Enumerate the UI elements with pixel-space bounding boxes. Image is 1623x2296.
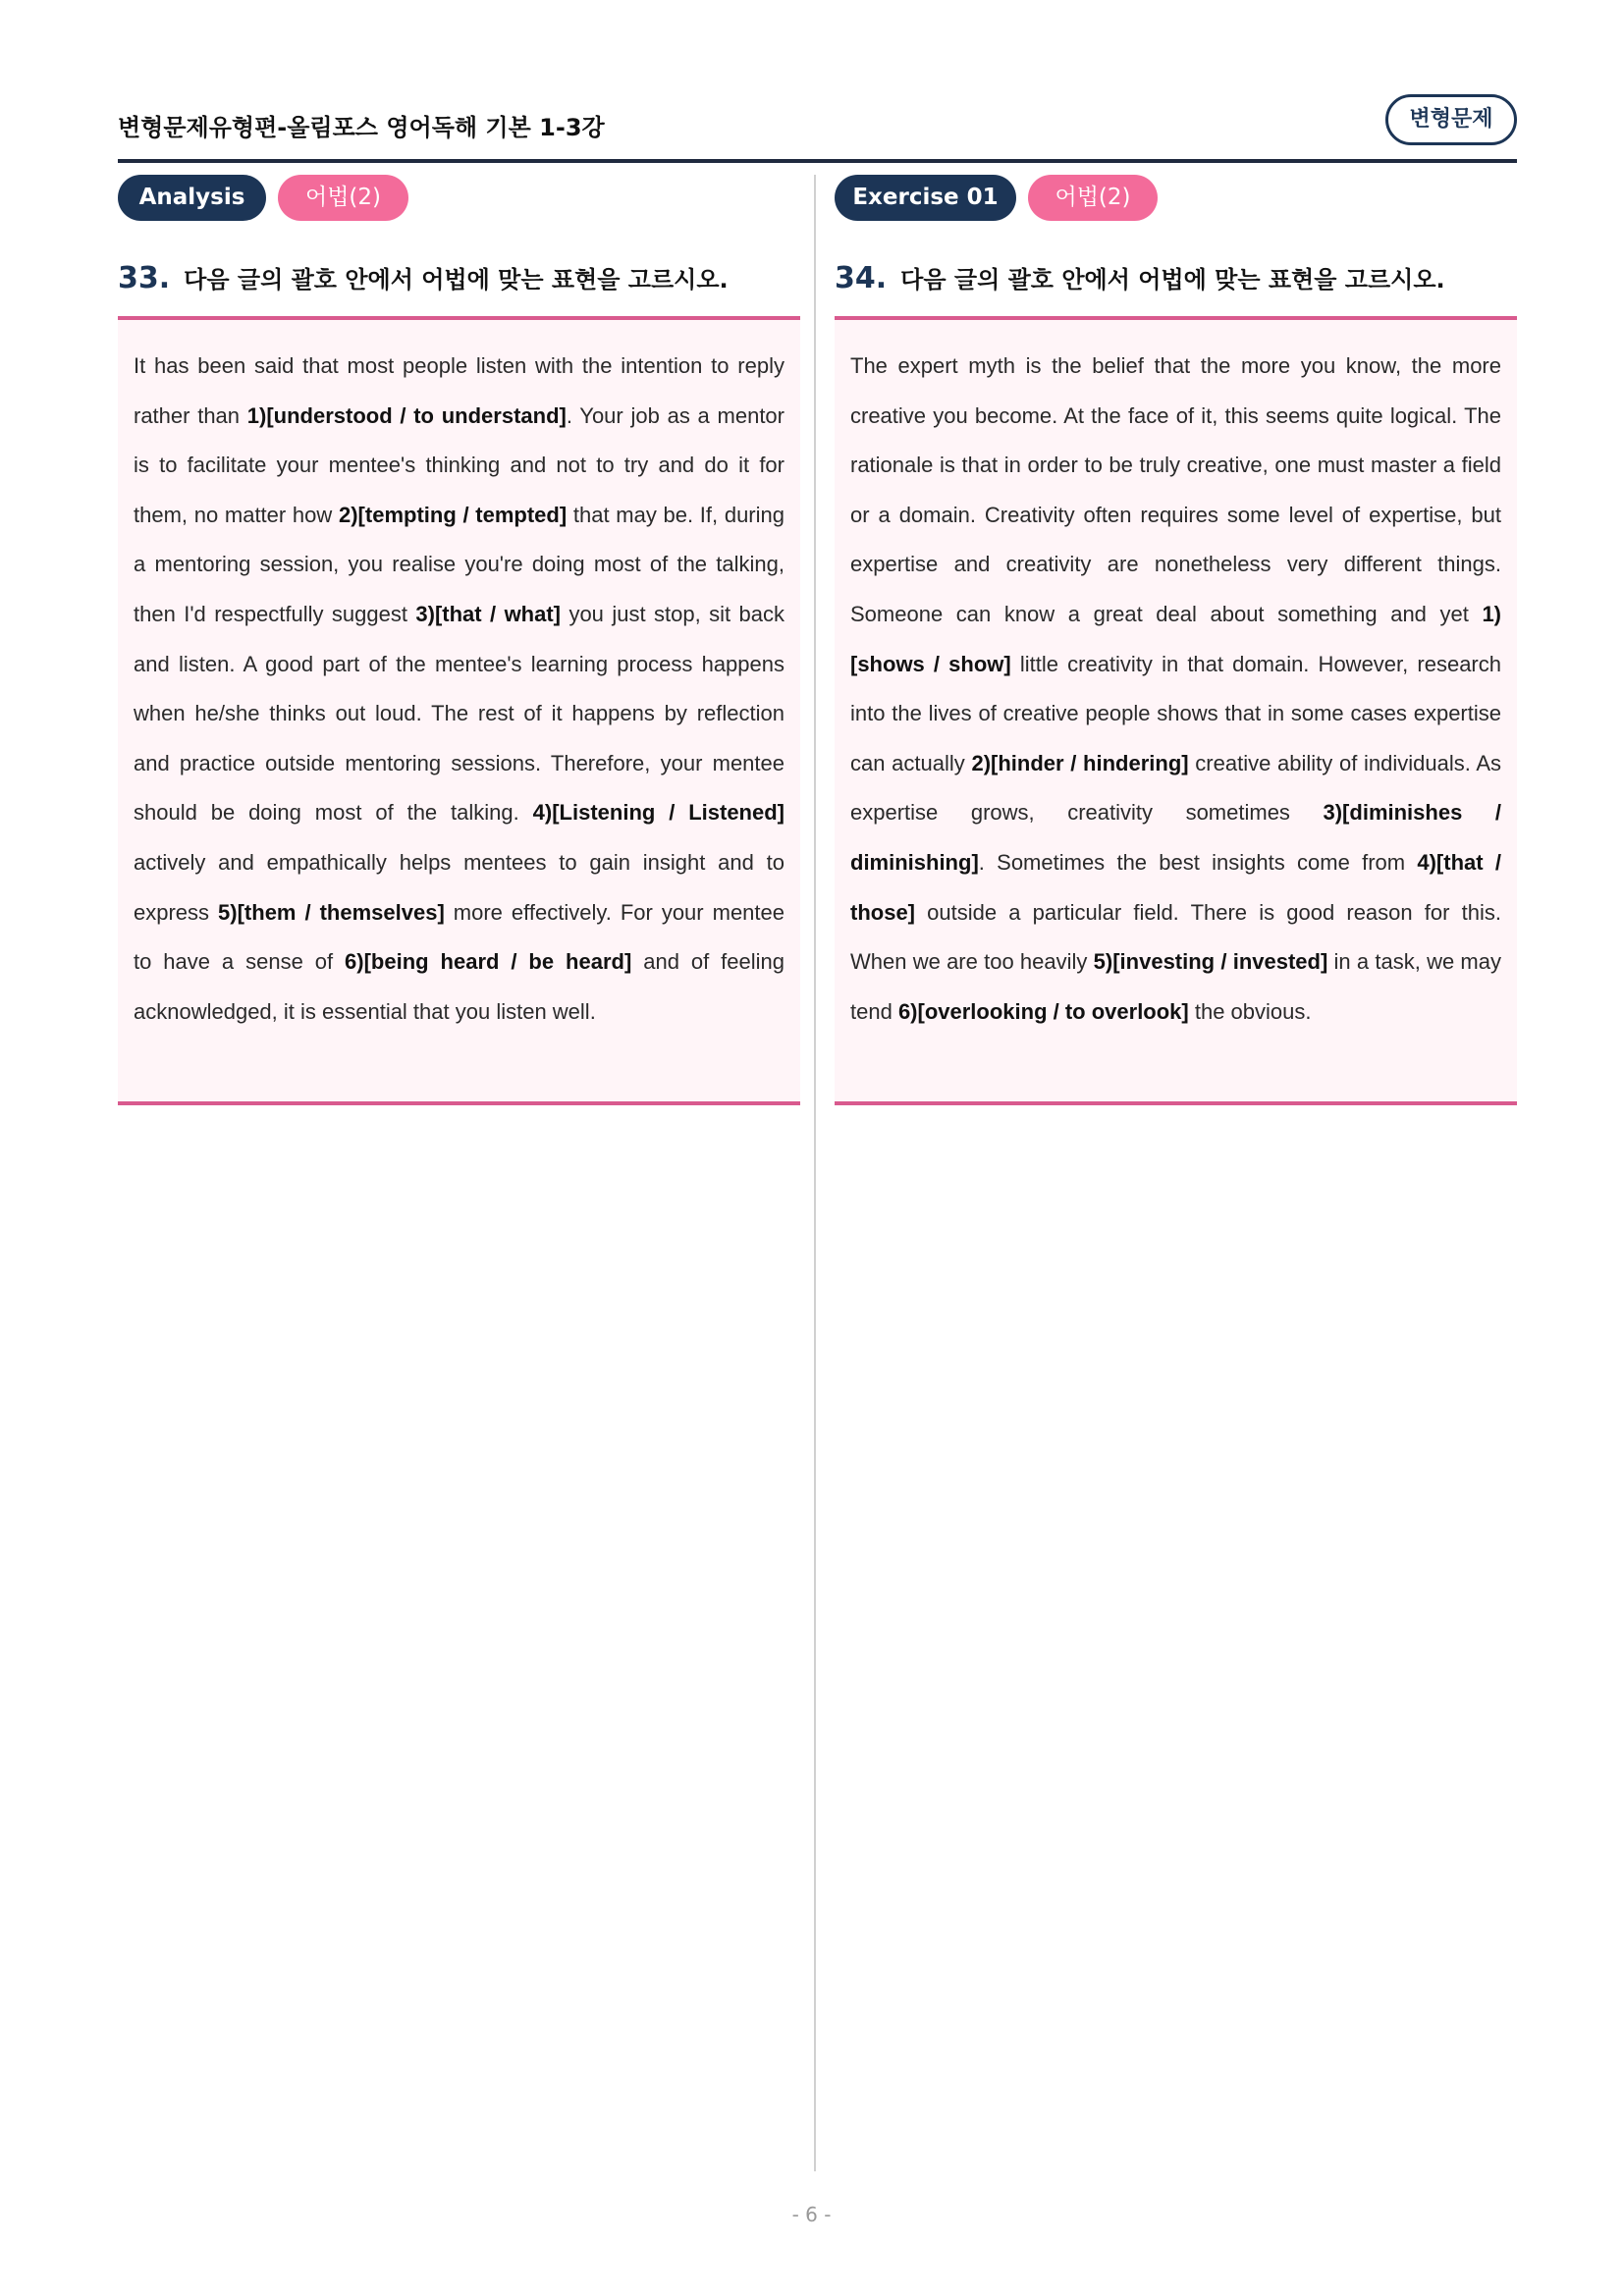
choice-blank: 4)[that / those] <box>850 849 1501 925</box>
passage-text: The expert myth is the belief that the more you know, the more creative you become. At the face of it, this seems quite logical. The rationale is that in order to be truly creative, one must master a field or a domain. Creativity often requires some level of expertise, but expertise and creativity are nonetheless very different things. Someone can know a great deal about something and yet 1)[shows / show] little creativity in that domain. However, research into the lives of creative people shows that in some cases expertise can actually 2)[hinder / hindering] creative ability of individuals. As expertise grows, creativity sometimes 3)[diminishes / diminishing]. Sometimes the best insights come from 4)[that / those] outside a particular field. There is good reason for this. When we are too heavily 5)[investing / invested] in a task, we may tend 6)[overlooking / to overlook] the obvious. <box>850 353 1501 1024</box>
grammar-pill: 어법(2) <box>278 175 408 221</box>
passage-text: It has been said that most people listen with the intention to reply rather than 1)[understood / to understand]. Your job as a mentor is to facilitate your mentee's thinking and not to try and do it for them, no matter how 2)[tempting / tempted] that may be. If, during a mentoring session, you realise you're doing most of the talking, then I'd respectfully suggest 3)[that / what] you just stop, sit back and listen. A good part of the mentee's learning process happens when he/she thinks out loud. The rest of it happens by reflection and practice outside mentoring sessions. Therefore, your mentee should be doing most of the talking. 4)[Listening / Listened] actively and empathically helps mentees to gain insight and to express 5)[them / themselves] more effectively. For your mentee to have a sense of 6)[being heard / be heard] and of feeling acknowledged, it is essential that you listen well. <box>134 353 785 1024</box>
choice-blank: 6)[overlooking / to overlook] <box>897 998 1189 1024</box>
question-number: 33. <box>118 261 171 295</box>
question-text: 다음 글의 괄호 안에서 어법에 맞는 표현을 고르시오. <box>184 266 729 294</box>
choice-blank: 3)[that / what] <box>415 601 562 626</box>
page-header <box>118 94 1517 163</box>
choice-blank: 5)[them / themselves] <box>218 899 445 925</box>
page-number: - 6 - <box>791 2203 832 2226</box>
question-text: 다음 글의 괄호 안에서 어법에 맞는 표현을 고르시오. <box>900 266 1445 294</box>
right-column <box>835 175 1517 1024</box>
analysis-pill: Analysis <box>118 175 266 221</box>
left-column <box>118 175 800 1024</box>
question-number: 34. <box>835 261 888 295</box>
left-pills <box>118 175 800 222</box>
choice-blank: 4)[Listening / Listened] <box>532 800 784 826</box>
question-34 <box>835 260 1445 295</box>
choice-blank: 5)[investing / invested] <box>1093 949 1328 975</box>
right-pills <box>835 175 1517 222</box>
header-badge: 변형문제 <box>1385 94 1517 145</box>
grammar-pill: 어법(2) <box>1028 175 1158 221</box>
column-divider <box>814 175 816 2171</box>
choice-blank: 6)[being heard / be heard] <box>345 949 632 975</box>
choice-blank: 1)[shows / show] <box>850 601 1501 676</box>
choice-blank: 2)[hinder / hindering] <box>971 750 1189 775</box>
passage-box <box>835 316 1517 1105</box>
passage-box <box>118 316 800 1105</box>
choice-blank: 1)[understood / to understand] <box>246 402 567 428</box>
question-33 <box>118 260 729 295</box>
exercise-pill: Exercise 01 <box>835 175 1016 221</box>
choice-blank: 2)[tempting / tempted] <box>339 502 568 527</box>
header-title: 변형문제유형편-올림포스 영어독해 기본 1-3강 <box>118 114 605 141</box>
choice-blank: 3)[diminishes / diminishing] <box>850 800 1501 875</box>
